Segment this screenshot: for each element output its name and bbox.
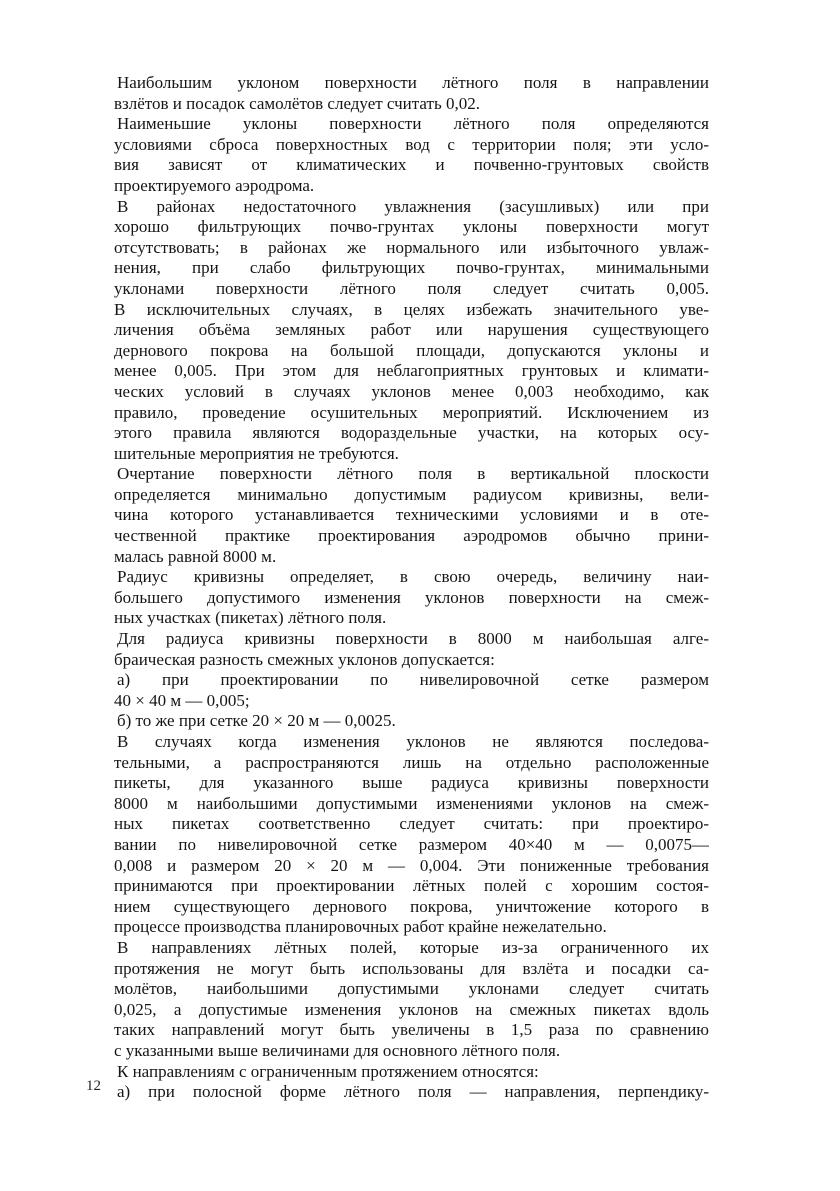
text-line: 0,025, а допустимые изменения уклонов на смежных пикетах вдоль — [114, 999, 709, 1019]
list-item-a — [114, 670, 709, 711]
text-line: с указанными выше величинами для основного лётного поля. — [114, 1040, 561, 1060]
text-line: вия зависят от климатических и почвенно-грунтовых свойств — [114, 155, 709, 175]
text-line: Очертание поверхности лётного поля в вертикальной плоскости — [117, 464, 709, 484]
text-line: Радиус кривизны определяет, в свою очередь, величину наи- — [117, 567, 709, 587]
text-line: Наибольшим уклоном поверхности лётного поля в направлении — [117, 73, 709, 92]
text-line: взлётов и посадок самолётов следует считать 0,02. — [114, 93, 480, 113]
text-line: пикеты, для указанного выше радиуса кривизны поверхности — [114, 773, 709, 793]
text-line: отсутствовать; в районах же нормального или избыточного увлаж- — [114, 237, 709, 257]
text-line: В случаях когда изменения уклонов не являются последова- — [117, 732, 709, 751]
text-line: принимаются при проектировании лётных полей с хорошим состоя- — [114, 876, 709, 896]
text-line: шительные мероприятия не требуются. — [114, 443, 399, 463]
text-line: процессе производства планировочных работ крайне нежелательно. — [114, 917, 607, 937]
paragraph-algebraic-difference — [114, 629, 709, 670]
list-item-b — [114, 711, 709, 732]
text-line: чина которого устанавливается техническими условиями и в оте- — [114, 505, 709, 525]
page-body — [114, 73, 709, 1103]
text-line: условиями сброса поверхностных вод с территории поля; эти усло- — [114, 134, 709, 154]
paragraph-max-slope — [114, 73, 709, 114]
text-line: дернового покрова на большой площади, допускаются уклоны и — [114, 340, 709, 360]
text-line: а) при проектировании по нивелировочной сетке размером — [117, 670, 709, 690]
text-line: большего допустимого изменения уклонов поверхности на смеж- — [114, 587, 709, 607]
paragraph-min-slope — [114, 114, 709, 196]
text-line: ческих условий в случаях уклонов менее 0,003 необходимо, как — [114, 381, 709, 401]
text-line: ных участках (пикетах) лётного поля. — [114, 608, 387, 628]
text-line: чественной практике проектирования аэродромов обычно прини- — [114, 526, 709, 546]
paragraph-radius — [114, 567, 709, 629]
text-line: Наименьшие уклоны поверхности лётного поля определяются — [117, 114, 709, 134]
paragraph-nonsequential — [114, 732, 709, 938]
text-line: Для радиуса кривизны поверхности в 8000 м наибольшая алге- — [117, 629, 709, 649]
text-line: тельными, а распространяются лишь на отдельно расположенные — [114, 752, 709, 772]
text-line: молётов, наибольшими допустимыми уклонами следует считать — [114, 979, 709, 999]
text-line: 8000 м наибольшими допустимыми изменениями уклонов на смеж- — [114, 793, 709, 813]
text-line: таких направлений могут быть увеличены в 1,5 раза по сравнению — [114, 1020, 709, 1040]
text-line: б) то же при сетке 20 × 20 м — 0,0025. — [117, 711, 396, 731]
text-line: менее 0,005. При этом для неблагоприятных грунтовых и климати- — [114, 361, 709, 381]
text-line: В исключительных случаях, в целях избежать значительного уве- — [114, 299, 709, 319]
text-line: а) при полосной форме лётного поля — направления, перпендику- — [117, 1082, 709, 1102]
text-line: К направлениям с ограниченным протяжением относятся: — [117, 1061, 539, 1081]
text-line: 40 × 40 м — 0,005; — [114, 690, 250, 710]
text-line: малась равной 8000 м. — [114, 546, 277, 566]
text-line: вании по нивелировочной сетке размером 40×40 м — 0,0075— — [114, 834, 709, 854]
text-line: проектируемого аэродрома. — [114, 175, 315, 195]
text-line: личения объёма земляных работ или нарушения существующего — [114, 320, 709, 340]
text-line: протяжения не могут быть использованы для взлёта и посадки са- — [114, 958, 709, 978]
text-line: браическая разность смежных уклонов допускается: — [114, 649, 495, 669]
paragraph-regions — [114, 197, 709, 465]
text-line: уклонами поверхности лётного поля следует считать 0,005. — [114, 278, 709, 298]
list-item-strip-form — [114, 1082, 709, 1103]
text-line: нения, при слабо фильтрующих почво-грунтах, минимальными — [114, 258, 709, 278]
text-line: В районах недостаточного увлажнения (засушливых) или при — [117, 196, 709, 216]
text-line: правило, проведение осушительных мероприятий. Исключением из — [114, 402, 709, 422]
text-line: определяется минимально допустимым радиусом кривизны, вели- — [114, 484, 709, 504]
text-line: нием существующего дернового покрова, уничтожение которого в — [114, 896, 709, 916]
page-number: 12 — [86, 1078, 101, 1094]
text-line: 0,008 и размером 20 × 20 м — 0,004. Эти пониженные требования — [114, 855, 709, 875]
text-line: хорошо фильтрующих почво-грунтах уклоны поверхности могут — [114, 217, 709, 237]
text-line: В направлениях лётных полей, которые из-за ограниченного их — [117, 937, 709, 957]
paragraph-limited-list-intro — [114, 1062, 709, 1083]
text-line: ных пикетах соответственно следует считать: при проектиро- — [114, 814, 709, 834]
paragraph-curvature — [114, 464, 709, 567]
text-line: этого правила являются водораздельные участки, на которых осу- — [114, 423, 709, 443]
paragraph-limited-directions — [114, 938, 709, 1062]
